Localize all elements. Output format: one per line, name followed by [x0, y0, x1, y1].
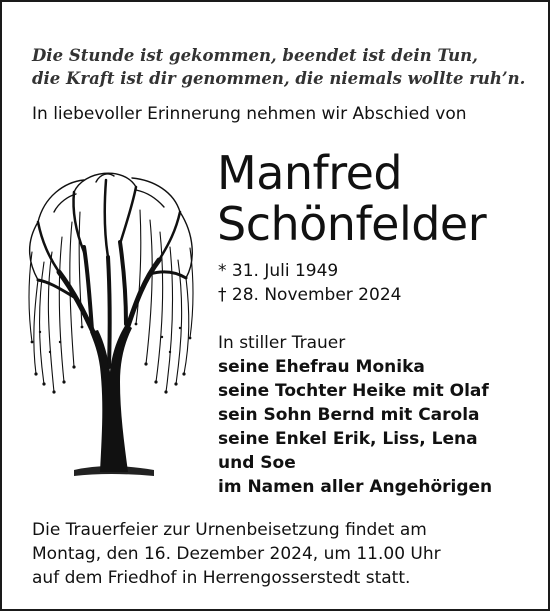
life-dates [218, 259, 401, 307]
funeral-line-2: Montag, den 16. Dezember 2024, um 11.00 Uhr [32, 544, 441, 564]
weeping-willow-tree-icon [14, 152, 204, 492]
funeral-line-3: auf dem Friedhof in Herrengosserstedt statt. [32, 568, 411, 588]
mourning-lead: In stiller Trauer [218, 333, 346, 353]
birth-date: * 31. Juli 1949 [218, 261, 339, 281]
mourners-list [218, 331, 492, 499]
mourner-5: und Soe [218, 453, 296, 473]
poem-line-2: die Kraft ist dir genommen, die niemals wollte ruh’n. [32, 69, 526, 88]
first-name: Manfred [217, 146, 403, 200]
deceased-name [217, 148, 486, 250]
mourner-6: im Namen aller Angehörigen [218, 477, 493, 497]
funeral-line-1: Die Trauerfeier zur Urnenbeisetzung findet am [32, 520, 427, 540]
intro-text: In liebevoller Erinnerung nehmen wir Abschied von [32, 104, 467, 124]
mourner-1: seine Ehefrau Monika [218, 357, 425, 377]
mourner-4: seine Enkel Erik, Liss, Lena [218, 429, 478, 449]
memorial-poem [32, 44, 525, 90]
mourner-2: seine Tochter Heike mit Olaf [218, 381, 489, 401]
last-name: Schönfelder [217, 197, 487, 251]
poem-line-1: Die Stunde ist gekommen, beendet ist dein Tun, [32, 46, 478, 65]
mourner-3: sein Sohn Bernd mit Carola [218, 405, 480, 425]
death-date: † 28. November 2024 [218, 285, 402, 305]
funeral-details [32, 518, 441, 590]
